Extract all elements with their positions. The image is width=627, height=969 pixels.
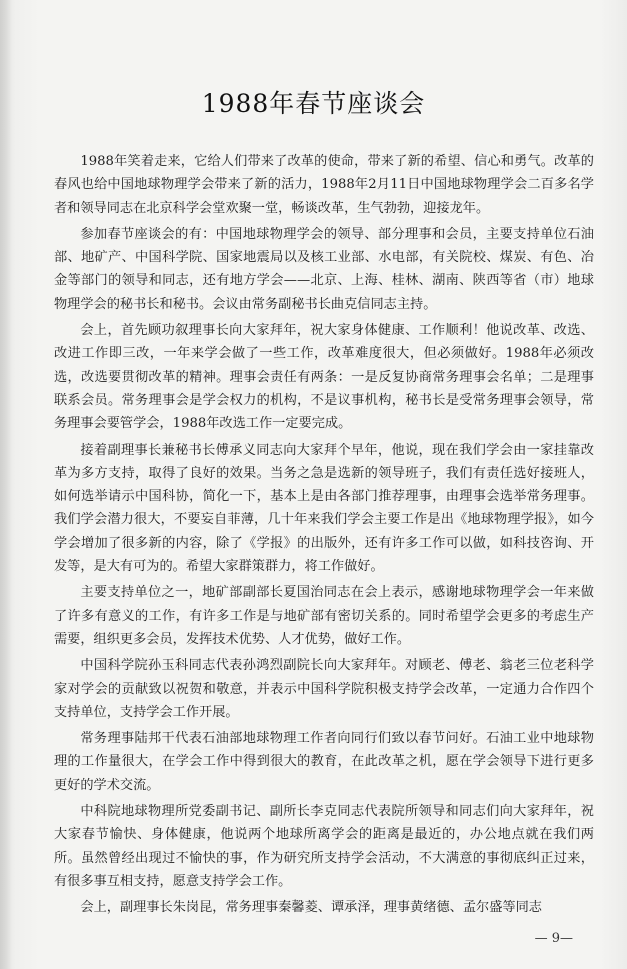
binding-shadow: [0, 0, 12, 969]
paragraph: 中国科学院孙玉科同志代表孙鸿烈副院长向大家拜年。对顾老、傅老、翁老三位老科学家对学会的贡献致以祝贺和敬意，并表示中国科学院积极支持学会改革，一定通力合作四个支持单位，支持学会工作开展。: [54, 658, 594, 720]
paragraph: 会上，副理事长朱岗昆，常务理事秦馨菱、谭承泽，理事黄绪德、孟尔盛等同志: [80, 900, 542, 916]
paragraph: 参加春节座谈会的有：中国地球物理学会的领导、部分理事和会员，主要支持单位石油部、地矿产、中国科学院、国家地震局以及核工业部、水电部，有关院校、煤炭、有色、冶金等部门的领导和同志，还有地方学会——北京、上海、桂林、湖南、陕西等省（市）地球物理学会的秘书长和秘书。会议由常务副秘书长曲克信同志主持。: [54, 226, 594, 312]
page-title: 1988年春节座谈会: [201, 89, 426, 118]
paragraph: 常务理事陆邦干代表石油部地球物理工作者向同行们致以春节问好。石油工业中地球物理的工作量很大，在学会工作中得到很大的教育，在此改革之机，愿在学会领导下进行更多更好的学术交流。: [54, 731, 594, 793]
article-body: [54, 150, 594, 923]
paragraph: 接着副理事长兼秘书长傅承义同志向大家拜个早年，他说，现在我们学会由一家挂靠改革为多方支持，取得了良好的效果。当务之急是选新的领导班子，我们有责任选好接班人，如何选举请示中国科协，简化一下，基本上是由各部门推荐理事，由理事会选举常务理事。我们学会潜力很大，不要妄自菲薄，几十年来我们学会主要工作是出《地球物理学报》，如今学会增加了很多新的内容，除了《学报》的出版外，还有许多工作可以做，如科技咨询、开发等，是大有可为的。希望大家群策群力，将工作做好。: [54, 442, 594, 575]
paragraph: 主要支持单位之一，地矿部副部长夏国治同志在会上表示，感谢地球物理学会一年来做了许多有意义的工作，有许多工作是与地矿部有密切关系的。同时希望学会更多的考虑生产需要，组织更多会员，发挥技术优势、人才优势，做好工作。: [54, 585, 594, 647]
paragraph: 中科院地球物理所党委副书记、副所长李克同志代表院所领导和同志们向大家拜年，祝大家春节愉快、身体健康，他说两个地球所离学会的距离是最近的，办公地点就在我们两所。虽然曾经出现过不愉快的事，作为研究所支持学会活动，不大满意的事彻底纠正过来，有很多事互相支持，愿意支持学会工作。: [54, 804, 594, 889]
paragraph: 1988年笑着走来，它给人们带来了改革的使命，带来了新的希望、信心和勇气。改革的春风也给中国地球物理学会带来了新的活力，1988年2月11日中国地球物理学会二百多名学者和领导同志在北京科学会堂欢聚一堂，畅谈改革，生气勃勃，迎接龙年。: [54, 154, 594, 216]
page-number: — 9—: [534, 931, 573, 946]
paragraph: 会上，首先顾功叙理事长向大家拜年，祝大家身体健康、工作顺利！他说改革、改选、改进工作即三改，一年来学会做了一些工作，改革难度很大，但必须做好。1988年必须改选，改选要贯彻改革的精神。理事会责任有两条：一是反复协商常务理事会名单；二是理事联系会员。常务理事会是学会权力的机构，不是议事机构，秘书长是受常务理事会领导，常务理事会要管学会，1988年改选工作一定要完成。: [54, 323, 594, 432]
